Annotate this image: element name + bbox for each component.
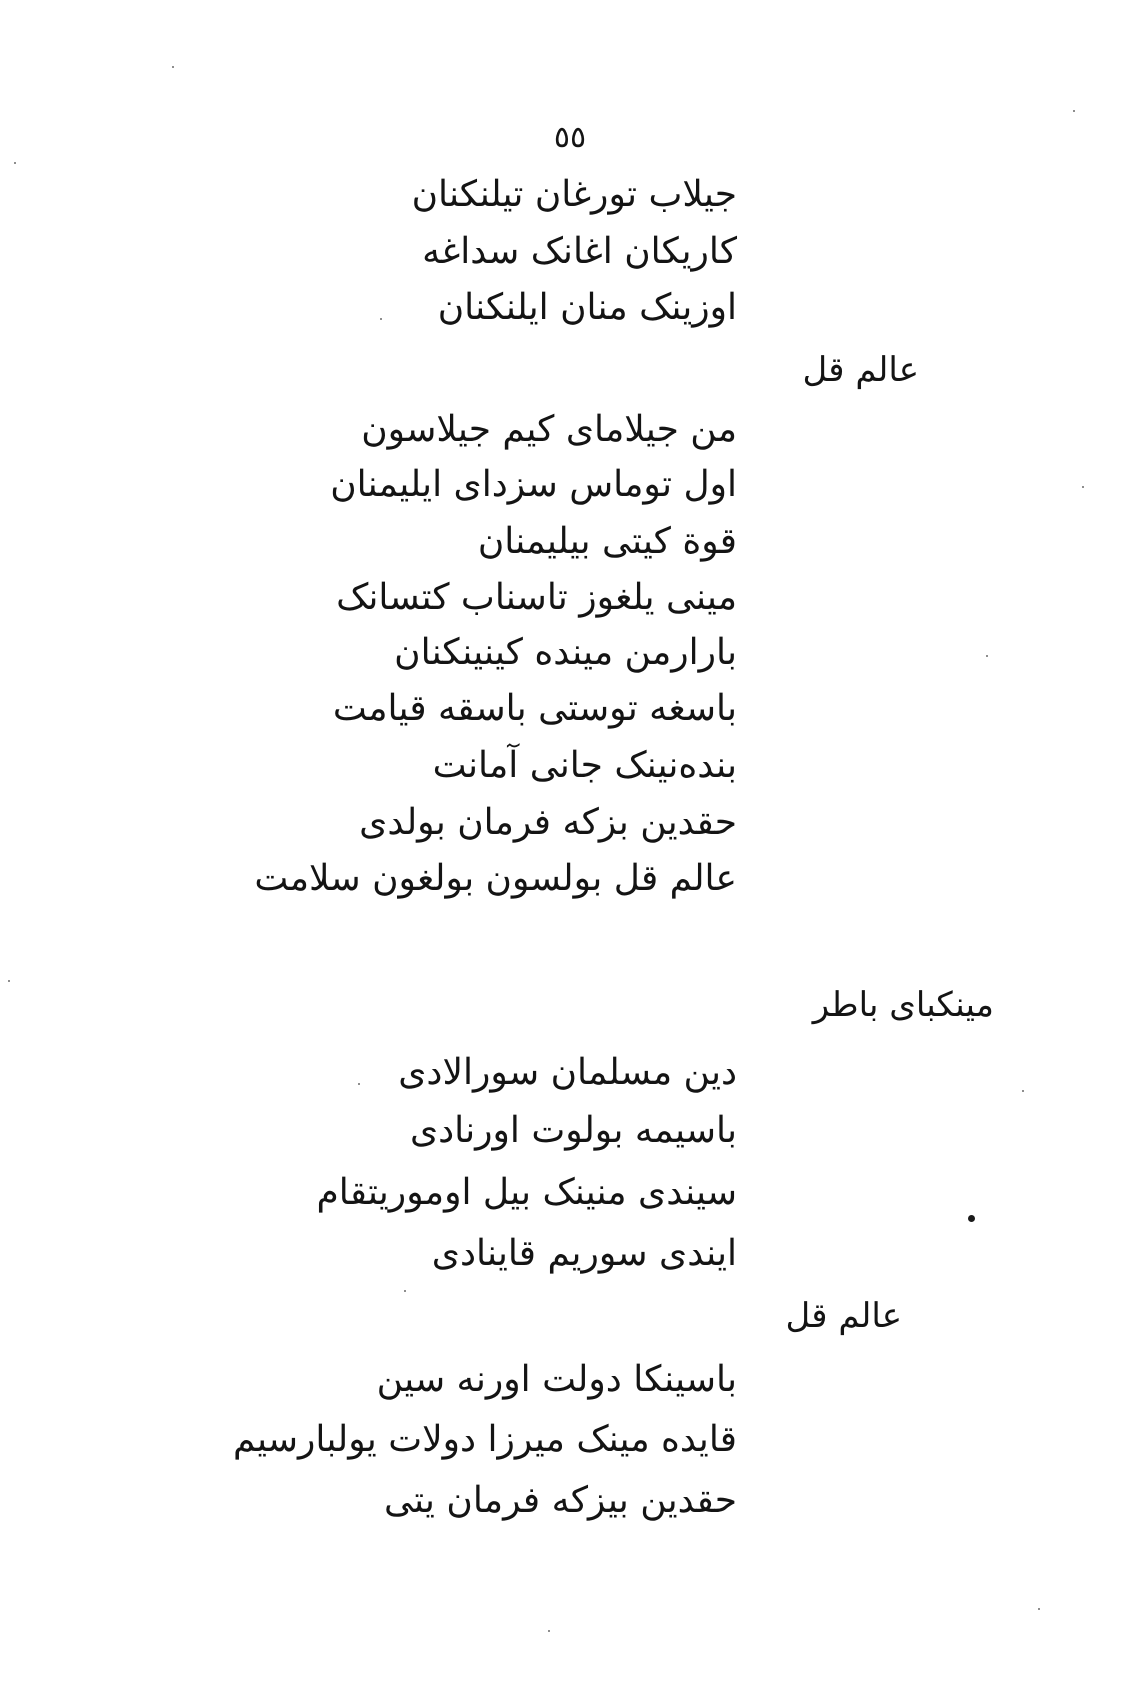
verse-line: حقدین بیزکه فرمان یتی xyxy=(384,1480,737,1521)
verse-line: قایده مینک میرزا دولات یولبارسیم xyxy=(233,1419,737,1460)
scan-speck xyxy=(1082,486,1084,488)
ink-dot xyxy=(968,1215,975,1222)
scan-speck xyxy=(14,162,16,164)
speaker-label: مینکبای باطر xyxy=(812,985,994,1025)
verse-line: ایندی سوریم قاینادی xyxy=(431,1233,737,1274)
page-number: ٥٥ xyxy=(553,120,587,155)
verse-line: کاریکان اغانک سداغه xyxy=(422,231,737,272)
scan-speck xyxy=(986,655,988,657)
verse-line: سیندی منینک بیل اوموریتقام xyxy=(316,1172,737,1213)
scan-speck xyxy=(1022,1090,1024,1092)
scan-speck xyxy=(548,1630,550,1632)
verse-line: باسغه توستی باسقه قیامت xyxy=(332,688,737,729)
scan-speck xyxy=(1073,110,1075,112)
verse-line: جیلاب تورغان تیلنکنان xyxy=(411,174,737,215)
verse-line: اول توماس سزدای ایلیمنان xyxy=(330,464,737,505)
scan-speck xyxy=(1038,1608,1040,1610)
scan-speck xyxy=(358,1083,360,1085)
verse-line: بندەنینک جانی آمانت xyxy=(432,745,737,786)
verse-line: قوة کیتی بیلیمنان xyxy=(477,521,737,562)
verse-line: عالم قل بولسون بولغون سلامت xyxy=(254,858,737,899)
verse-line: باسیمه بولوت اورنادی xyxy=(409,1110,737,1151)
verse-line: من جیلامای کیم جیلاسون xyxy=(361,409,737,450)
verse-line: اوزینک منان ایلنکنان xyxy=(437,287,737,328)
scan-speck xyxy=(8,980,10,982)
verse-line: باسینکا دولت اورنه سین xyxy=(376,1359,737,1400)
verse-line: مینی یلغوز تاسناب کتسانک xyxy=(336,577,737,618)
verse-line: بارارمن میندە کینینکنان xyxy=(394,632,737,673)
speaker-label: عالم قل xyxy=(802,350,919,390)
scan-speck xyxy=(380,318,382,320)
speaker-label: عالم قل xyxy=(785,1296,902,1336)
scan-speck xyxy=(172,66,174,68)
verse-line: دین مسلمان سورالادی xyxy=(398,1052,737,1093)
scan-speck xyxy=(404,1290,406,1292)
verse-line: حقدین بزکه فرمان بولدی xyxy=(359,802,737,843)
